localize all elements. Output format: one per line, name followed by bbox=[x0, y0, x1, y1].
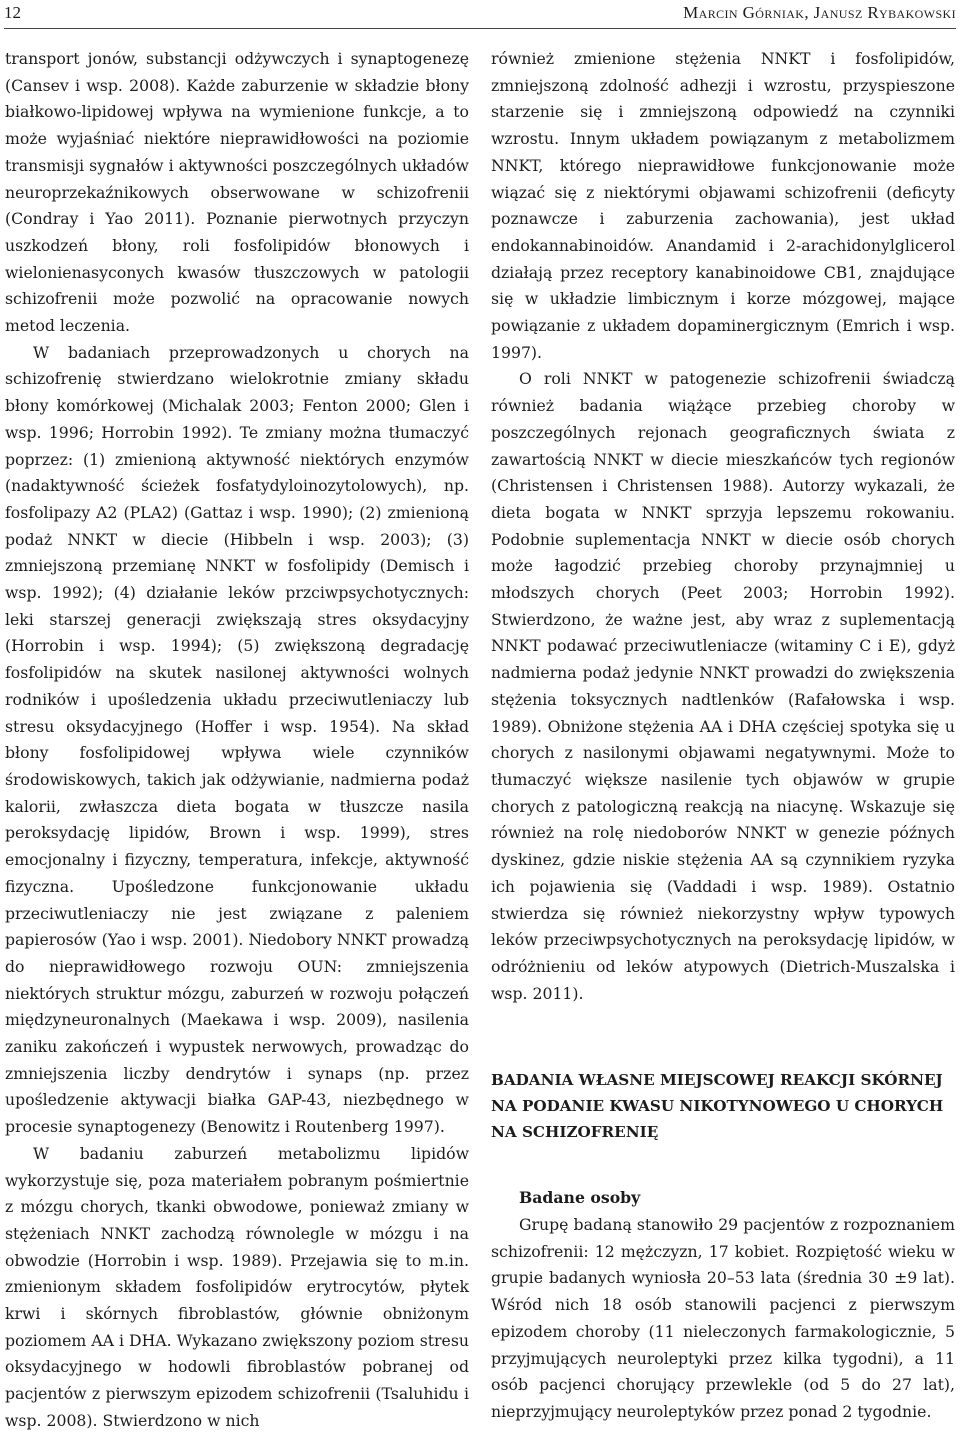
paragraph-peripheral-tissues: W badaniu zaburzeń metabolizmu lipidów wykorzystuje się, poza materiałem pobranym pośmiertnie z mózgu chorych, tkanki obwodowe, ponieważ zmiany w stężeniach NNKT zachodzą równolegle w mózgu i na obwodzie (Horrobin i wsp. 1989). Przejawia się to m.in. zmienionym składem fosfolipidów erytrocytów, płytek krwi i skórnych fibroblastów, głównie obniżonym poziomem AA i DHA. Wykazano zwiększony poziom stresu oksydacyjnego w hodowli fibroblastów pobranej od pacjentów z pierwszym epizodem schizofrenii (Tsaluhidu i wsp. 2008). Stwierdzono w nich bbox=[5, 1143, 469, 1430]
right-column bbox=[491, 46, 955, 1426]
left-column bbox=[5, 46, 469, 1435]
header-rule bbox=[4, 28, 956, 29]
paragraph-study-group: Grupę badaną stanowiło 29 pacjentów z rozpoznaniem schizofrenii: 12 mężczyzn, 17 kobiet. Rozpiętość wieku w grupie badanych wyniosła 20–53 lata (średnia 30 ±9 lat). Wśród nich 18 osób stanowili pacjenci z pierwszym epizodem choroby (11 nieleczonych farmakologicznie, 5 przyjmujących neuroleptyki przez kilka tygodni), a 11 osób pacjenci chorujący przewlekle (od 5 do 27 lat), nieprzyjmujący neuroleptyków przez ponad 2 tygodnie. bbox=[491, 1215, 955, 1421]
running-head-authors: Marcin Górniak, Janusz Rybakowski bbox=[683, 3, 956, 22]
section-heading-own-research: BADANIA WŁASNE MIEJSCOWEJ REAKCJI SKÓRNEJ NA PODANIE KWASU NIKOTYNOWEGO U CHORYCH NA SCHIZOFRENIĘ bbox=[491, 1071, 944, 1142]
page-number: 12 bbox=[4, 3, 21, 22]
paragraph-endocannabinoids: również zmienione stężenia NNKT i fosfolipidów, zmniejszoną zdolność adhezji i wzrostu, przyspieszone starzenie się i zmniejszoną odpowiedź na czynniki wzrostu. Innym układem powiązanym z metabolizmem NNKT, którego nieprawidłowe funkcjonowanie może wiązać się z niektórymi objawami schizofrenii (deficyty poznawcze i zaburzenia zachowania), jest układ endokannabinoidów. Anandamid i 2-arachidonylglicerol działają przez receptory kanabinoidowe CB1, znajdujące się w układzie limbicznym i korze mózgowej, mające powiązanie z układem dopaminergicznym (Emrich i wsp. 1997). bbox=[491, 49, 955, 362]
paragraph-membrane-changes: W badaniach przeprowadzonych u chorych na schizofrenię stwierdzano wielokrotnie zmiany składu błony komórkowej (Michalak 2003; Fenton 2000; Glen i wsp. 1996; Horrobin 1992). Te zmiany można tłumaczyć poprzez: (1) zmienioną aktywność niektórych enzymów (nadaktywność ścieżek fosfatydyloinozytolowych), np. fosfolipazy A2 (PLA2) (Gattaz i wsp. 1990); (2) zmienioną podaż NNKT w diecie (Hibbeln i wsp. 2003); (3) zmniejszoną przemianę NNKT w fosfolipidy (Demisch i wsp. 1992); (4) działanie leków przciwpsychotycznych: leki starszej generacji zwiększają stres oksydacyjny (Horrobin i wsp. 1994); (5) zwiększoną degradację fosfolipidów na skutek nasilonej aktywności wolnych rodników i upośledzenia układu przeciwutleniaczy lub stresu oksydacyjnego (Hoffer i wsp. 1954). Na skład błony fosfolipidowej wpływa wiele czynników środowiskowych, takich jak odżywianie, nadmierna podaż kalorii, zwłaszcza dieta bogata w tłuszcze nasila peroksydację lipidów, Brown i wsp. 1999), stres emocjonalny i fizyczny, temperatura, infekcje, aktywność fizyczna. Upośledzone funkcjonowanie układu przeciwutleniaczy nie jest związane z paleniem papierosów (Yao i wsp. 2001). Niedobory NNKT prowadzą do nieprawidłowego rozwoju OUN: zmniejszenia niektórych struktur mózgu, zaburzeń w rozwoju połączeń międzyneuronalnych (Maekawa i wsp. 2009), nasilenia zaniku zakończeń i wypustek nerwowych, prowadząc do zmniejszenia liczby dendrytów i synaps (np. przez upośledzenie aktywacji białka GAP-43, niezbędnego w procesie synaptogenezy (Benowitz i Routenberg 1997). bbox=[5, 342, 469, 1137]
paragraph-membrane-intro: transport jonów, substancji odżywczych i synaptogenezę (Cansev i wsp. 2008). Każde zaburzenie w składzie błony białkowo-lipidowej wpływa na wymienione funkcje, a to może wyjaśniać niektóre nieprawidłowości na poziomie transmisji sygnałów i aktywności poszczególnych układów neuroprzekaźnikowych obserwowane w schizofrenii (Condray i Yao 2011). Poznanie pierwotnych przyczyn uszkodzeń błony, roli fosfolipidów błonowych i wielonienasyconych kwasów tłuszczowych w patologii schizofrenii może pozwolić na opracowanie nowych metod leczenia. bbox=[5, 49, 469, 336]
paragraph-nnkt-role: O roli NNKT w patogenezie schizofrenii świadczą również badania wiążące przebieg choroby w poszczególnych rejonach geograficznych świata z zawartością NNKT w diecie mieszkańców tych regionów (Christensen i Christensen 1988). Autorzy wykazali, że dieta bogata w NNKT sprzyja lepszemu rokowaniu. Podobnie suplementacja NNKT w diecie osób chorych może łagodzić przebieg choroby przynajmniej u młodszych chorych (Peet 2003; Horrobin 1992). Stwierdzono, że ważne jest, aby wraz z suplementacją NNKT podawać przeciwutleniacze (witaminy C i E), gdyż nadmierna podaż jedynie NNKT prowadzi do zwiększenia stężenia toksycznych nadtlenków (Rafałowska i wsp. 1989). Obniżone stężenia AA i DHA częściej spotyka się u chorych z nasilonymi objawami negatywnymi. Może to tłumaczyć większe nasilenie tych objawów w grupie chorych z patologiczną reakcją na niacynę. Wskazuje się również na rolę niedoborów NNKT w genezie późnych dyskinez, gdzie niskie stężenia AA są czynnikiem ryzyka ich pojawienia się (Vaddadi i wsp. 1989). Ostatnio stwierdza się również niekorzystny wpływ typowych leków przeciwpsychotycznych na peroksydację lipidów, w odróżnieniu od leków atypowych (Dietrich-Muszalska i wsp. 2011). bbox=[491, 369, 955, 1003]
subsection-heading-subjects: Badane osoby bbox=[519, 1188, 641, 1208]
page-header bbox=[4, 0, 956, 26]
